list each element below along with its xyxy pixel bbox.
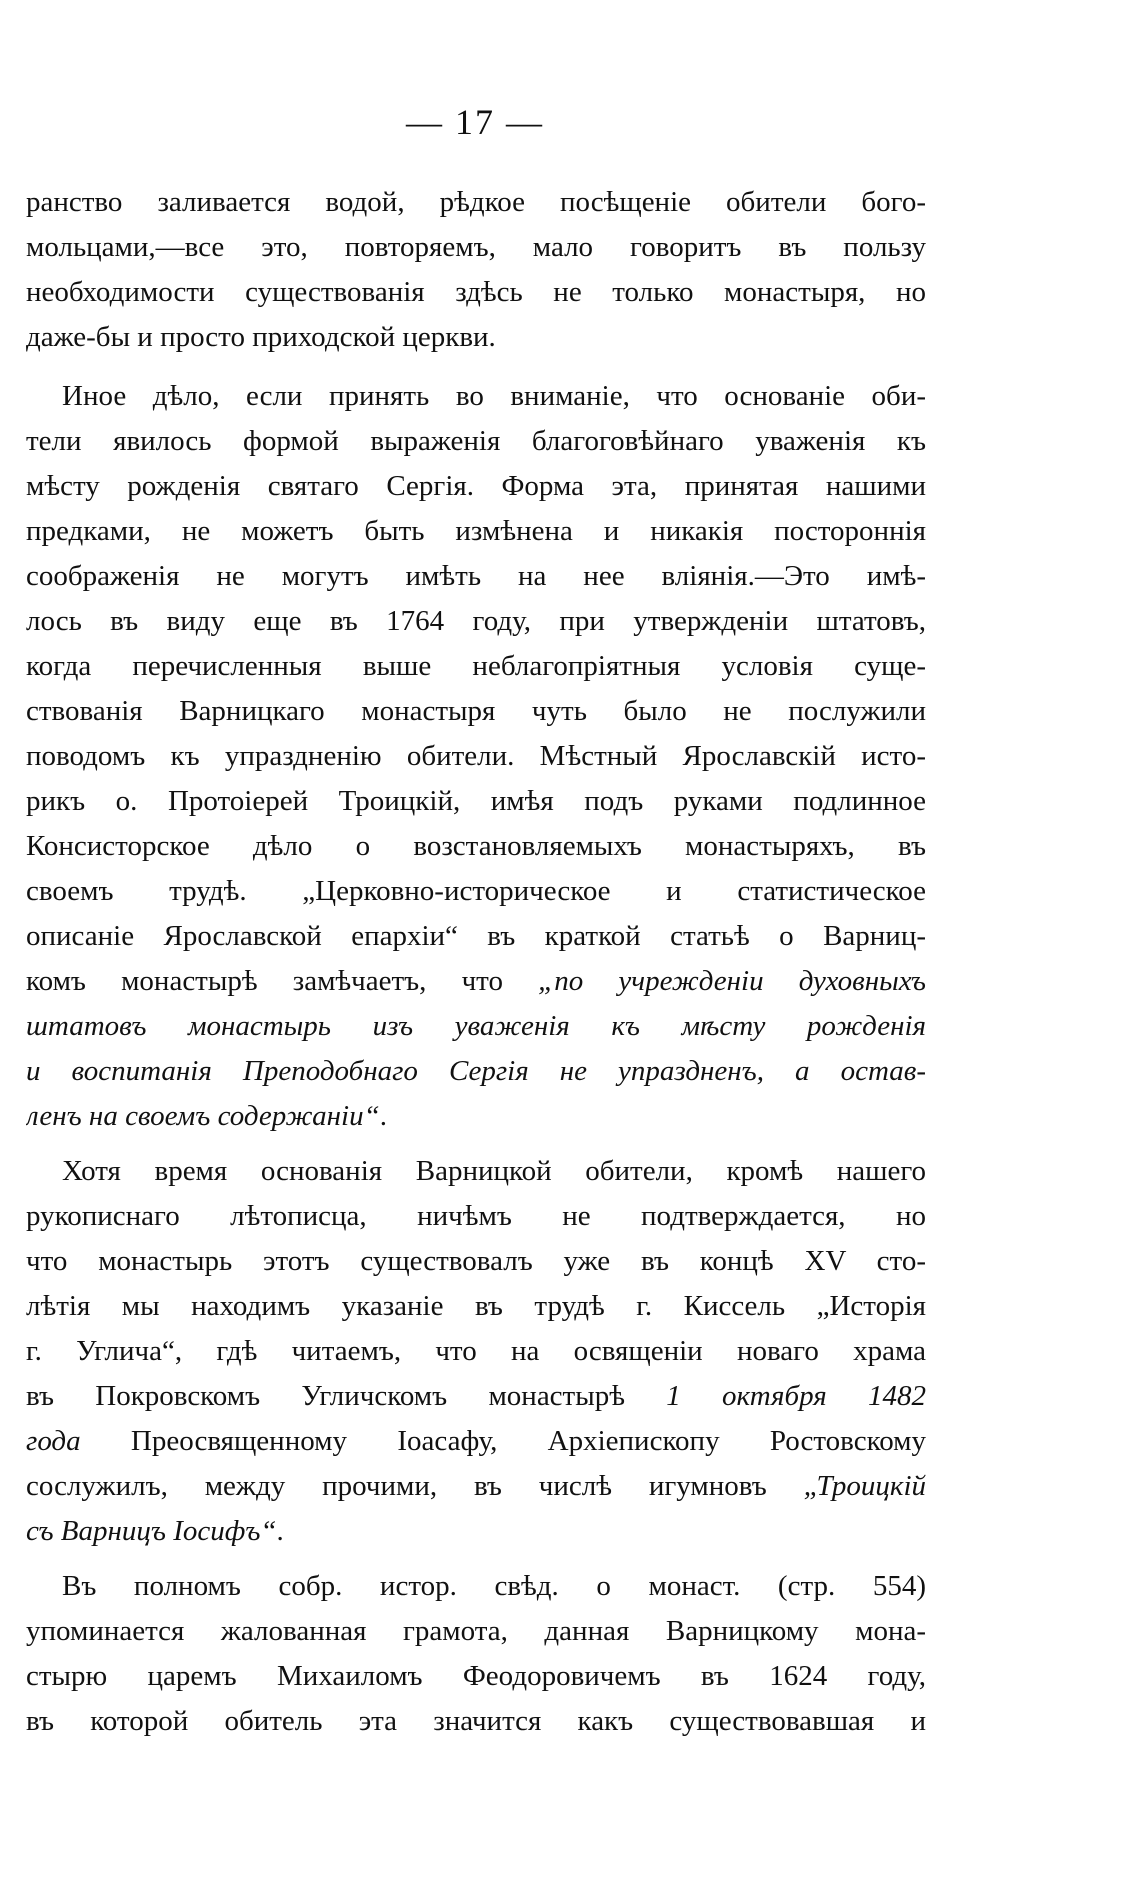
- text-line: Хотя время основанія Варницкой обители, кромѣ нашего: [62, 1155, 926, 1187]
- text-line: ранство заливается водой, рѣдкое посѣщеніе обители бого-: [26, 186, 926, 218]
- text-line: тели явилось формой выраженія благоговѣйнаго уваженія къ: [26, 425, 926, 457]
- text-line: даже-бы и просто приходской церкви.: [26, 321, 496, 353]
- text-line: [26, 1509, 926, 1554]
- text-line: [26, 1094, 926, 1139]
- paragraph-2: [26, 374, 926, 1139]
- text-line: рикъ о. Протоіерей Троицкій, имѣя подъ руками подлинное: [26, 785, 926, 817]
- text-line: въ которой обитель эта значится какъ существовавшая и: [26, 1705, 926, 1737]
- italic-quote: и воспитанія Преподобнаго Сергія не упраздненъ, а остав-: [26, 1055, 926, 1087]
- text-line: лось въ виду еще въ 1764 году, при утвержденіи штатовъ,: [26, 605, 926, 637]
- text-span: комъ монастырѣ замѣчаетъ, что: [26, 965, 539, 997]
- paragraph-4: [26, 1564, 926, 1744]
- text-line: [26, 1004, 926, 1049]
- text-span: Преосвященному Іоасафу, Архіепископу Ростовскому: [80, 1425, 926, 1457]
- italic-quote: съ Варницъ Іосифъ“: [26, 1515, 277, 1547]
- paragraph-3: [26, 1149, 926, 1554]
- text-line: что монастырь этотъ существовалъ уже въ концѣ XV сто-: [26, 1245, 926, 1277]
- text-line: соображенія не могутъ имѣть на нее вліянія.—Это имѣ-: [26, 560, 926, 592]
- text-span: .: [276, 1515, 284, 1547]
- italic-quote: штатовъ монастырь изъ уваженія къ мѣсту рожденія: [26, 1010, 926, 1042]
- text-line: мѣсту рожденія святаго Сергія. Форма эта, принятая нашими: [26, 470, 926, 502]
- italic-quote: „по учрежденіи духовныхъ: [538, 965, 926, 997]
- paragraph-1: [26, 180, 926, 360]
- text-line: описаніе Ярославской епархіи“ въ краткой статьѣ о Варниц-: [26, 920, 926, 952]
- text-line: ствованія Варницкаго монастыря чуть было не послужили: [26, 695, 926, 727]
- text-line: поводомъ къ упраздненію обители. Мѣстный Ярославскій исто-: [26, 740, 926, 772]
- italic-date: года: [26, 1425, 81, 1457]
- text-line: мольцами,—все это, повторяемъ, мало говоритъ въ пользу: [26, 231, 926, 263]
- text-line: Консисторское дѣло о возстановляемыхъ монастыряхъ, въ: [26, 830, 926, 862]
- text-span: въ Покровскомъ Угличскомъ монастырѣ: [26, 1380, 667, 1412]
- text-line: [26, 1049, 926, 1094]
- text-line: лѣтія мы находимъ указаніе въ трудѣ г. Киссель „Исторія: [26, 1290, 926, 1322]
- text-span: .: [379, 1100, 387, 1132]
- text-line: Иное дѣло, если принять во вниманіе, что основаніе оби-: [62, 380, 926, 412]
- text-line: [26, 1464, 926, 1509]
- text-line: г. Углича“, гдѣ читаемъ, что на освященіи новаго храма: [26, 1335, 926, 1367]
- text-line: [26, 959, 926, 1004]
- text-line: [26, 1374, 926, 1419]
- italic-date: 1 октября 1482: [666, 1380, 926, 1412]
- text-line: упоминается жалованная грамота, данная Варницкому мона-: [26, 1615, 926, 1647]
- text-line: [26, 1419, 926, 1464]
- text-line: рукописнаго лѣтописца, ничѣмъ не подтверждается, но: [26, 1200, 926, 1232]
- text-line: когда перечисленныя выше неблагопріятныя условія суще-: [26, 650, 926, 682]
- page-number: — 17 —: [406, 102, 544, 142]
- text-span: сослужилъ, между прочими, въ числѣ игумновъ: [26, 1470, 804, 1502]
- italic-quote: „Троицкій: [803, 1470, 926, 1502]
- italic-quote: ленъ на своемъ содержаніи“: [26, 1100, 380, 1132]
- text-line: необходимости существованія здѣсь не только монастыря, но: [26, 276, 926, 308]
- text-line: Въ полномъ собр. истор. свѣд. о монаст. (стр. 554): [62, 1570, 926, 1602]
- text-line: стырю царемъ Михаиломъ Феодоровичемъ въ 1624 году,: [26, 1660, 926, 1692]
- body-text: [26, 180, 926, 1744]
- text-line: предками, не можетъ быть измѣнена и никакія постороннія: [26, 515, 926, 547]
- text-line: своемъ трудѣ. „Церковно-историческое и статистическое: [26, 875, 926, 907]
